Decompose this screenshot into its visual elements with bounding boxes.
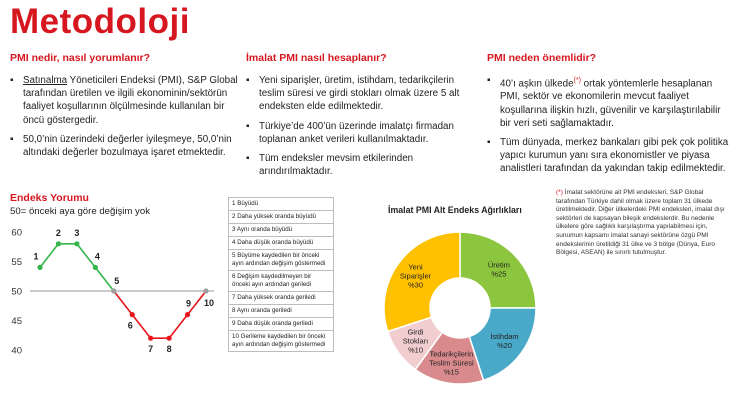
y-tick-label: 50 [11, 286, 22, 298]
legend-number: 3 [232, 226, 236, 233]
legend-text: Gerileme kaydedilen bir önceki ayın ardından değişim göstermedi [232, 333, 326, 348]
column-heading: İmalat PMI nasıl hesaplanır? [246, 52, 387, 64]
subindex-pie-chart [370, 218, 550, 398]
index-legend-table [228, 197, 334, 352]
pmi-calculation-column [246, 52, 478, 184]
legend-cell [229, 224, 334, 237]
pie-slice-value: %30 [407, 280, 424, 290]
data-point [56, 241, 61, 246]
y-tick-label: 60 [11, 227, 22, 239]
line-segment [132, 315, 150, 339]
legend-number: 7 [232, 294, 236, 301]
legend-number: 10 [232, 333, 239, 340]
pie-slice-name-line: İstihdam [490, 331, 519, 341]
legend-row [229, 250, 334, 271]
index-section-title: Endeks Yorumu [10, 192, 89, 204]
legend-row [229, 292, 334, 305]
bullet-text: Yeni siparişler, üretim, istihdam, tedarikçilerin teslim süresi ve girdi stokları olmak üzere 5 alt endeksten elde edilmektedir. [259, 75, 460, 113]
bullet-item [10, 74, 245, 127]
column-heading: PMI nedir, nasıl yorumlanır? [10, 52, 151, 64]
pie-slice-name-line: Tedarikçilerin [429, 349, 474, 359]
legend-row [229, 211, 334, 224]
pie-slice-name [488, 261, 510, 270]
bullet-text: Yöneticileri Endeksi (PMI), S&P Global tarafından üretilen ve ilgili ekonominin/sektörün faaliyet koşullarının ölçülmesinde kullanılan bir öncü göstergedir. [23, 75, 238, 126]
bullet-text: Türkiye’de 400’ün üzerinde imalatçı firmadan toplanan anket verileri kullanılmaktadır. [259, 120, 454, 145]
data-point-label: 2 [55, 227, 61, 238]
bullet-text: Tüm endeksler mevsim etkilerinden arındırılmaktadır. [259, 153, 414, 178]
legend-row [229, 271, 334, 292]
legend-cell [229, 250, 334, 271]
bullet-item [246, 74, 478, 114]
data-point-label: 7 [148, 344, 154, 355]
legend-cell [229, 318, 334, 331]
legend-cell [229, 198, 334, 211]
data-point [148, 336, 153, 341]
pie-slice-value: %10 [407, 345, 424, 355]
pie-slice-name-line: Üretim [487, 260, 510, 270]
footnote [556, 189, 734, 258]
legend-text: Büyüme kaydedilen bir önceki ayın ardından değişim göstermedi [232, 252, 326, 267]
data-point [111, 288, 116, 293]
index-line-chart [0, 224, 220, 400]
legend-number: 5 [232, 252, 236, 259]
data-point [185, 312, 190, 317]
line-segment [40, 244, 58, 268]
legend-number: 1 [232, 200, 236, 207]
data-point [203, 288, 208, 293]
column-heading: PMI neden önemlidir? [487, 52, 597, 64]
legend-cell [229, 237, 334, 250]
legend-text: Daha yüksek oranda geriledi [237, 294, 316, 301]
data-point [167, 336, 172, 341]
legend-number: 8 [232, 307, 236, 314]
pie-slice-name-line: Teslim Süresi [429, 358, 474, 368]
footnote-marker: (*) [556, 189, 563, 196]
pie-slice-name-line: Siparişler [399, 271, 432, 281]
bullet-item [246, 152, 478, 178]
underlined-word: Satınalma [23, 75, 68, 86]
bullet-item [246, 120, 478, 146]
data-point-label: 1 [33, 251, 39, 262]
legend-cell [229, 211, 334, 224]
data-point-label: 6 [127, 320, 133, 331]
legend-row [229, 318, 334, 331]
data-point-label: 4 [94, 251, 100, 262]
legend-text: Daha düşük oranda büyüdü [237, 239, 314, 246]
legend-row [229, 237, 334, 250]
pie-slice-name-line: Stokları [402, 336, 429, 346]
y-tick-label: 55 [11, 257, 22, 268]
pie-slice-value: %25 [491, 269, 507, 279]
index-section-subtitle: 50= önceki aya göre değişim yok [10, 206, 150, 217]
pie-slice-value: %15 [443, 367, 459, 377]
data-point-label: 5 [114, 276, 120, 286]
data-point-label: 8 [166, 344, 172, 355]
legend-row [229, 198, 334, 211]
pmi-definition-column [10, 52, 245, 165]
legend-row [229, 224, 334, 237]
legend-cell [229, 331, 334, 352]
pie-chart-title: İmalat PMI Alt Endeks Ağırlıkları [388, 205, 522, 215]
legend-number: 4 [232, 239, 236, 246]
data-point-label: 3 [74, 227, 80, 238]
legend-text: Aynı oranda geriledi [236, 307, 292, 314]
legend-text: Değişim kaydedilmeyen bir önceki ayın ardından geriledi [232, 273, 312, 288]
legend-cell [229, 292, 334, 305]
legend-text: Daha düşük oranda geriledi [237, 320, 313, 327]
pie-slice-name-line: Girdi [407, 327, 424, 337]
bullet-item [10, 133, 245, 159]
line-segment [114, 291, 132, 315]
bullet-item [487, 136, 730, 176]
footnote-text: İmalat sektörüne ait PMI endeksleri, S&P Global tarafından Türkiye dahil olmak üzere toplam 31 ülkede üretilmektedir. Diğer ülkelerdeki PMI endeksleri, imalat dışı sektörleri de kapsayan bileşik endekslerdir. Bu nedenle ülkelere göre sağlıklı karşılaştırma yapılabilmesi için, sunumun kapsamı imalat sanayi sektörüne özgü PMI endekslerinin üretildiği 31 ülke ve 3 bölge (Dünya, Euro Bölgesi, ASEAN) ile sınırlı tutulmuştur. [556, 189, 725, 257]
legend-cell [229, 271, 334, 292]
legend-cell [229, 305, 334, 318]
legend-number: 2 [232, 213, 236, 220]
line-segment [77, 244, 95, 268]
bullet-text-pre: 40’ı aşkın ülkede [500, 78, 574, 90]
data-point [93, 265, 98, 270]
legend-number: 9 [232, 320, 236, 327]
page-title: Metodoloji [10, 2, 190, 41]
y-tick-label: 45 [11, 316, 22, 327]
pie-slice-name [490, 332, 518, 341]
pie-slice-name [429, 349, 474, 367]
legend-row [229, 331, 334, 352]
legend-text: Büyüdü [237, 200, 259, 207]
bullet-text: ortak yöntemlerle hesaplanan PMI, sektör ve ekonomilerin mevcut faaliyet koşullarına ilişkin hızlı, güvenilir ve karşılaştırılabilir bir veri seti sağlamaktadır. [500, 78, 721, 129]
pie-slice-value: %20 [496, 340, 513, 350]
data-point [130, 312, 135, 317]
bullet-item [487, 74, 730, 130]
legend-text: Aynı oranda büyüdü [236, 226, 293, 233]
y-tick-label: 40 [11, 345, 22, 357]
footnote-marker: (*) [573, 77, 581, 84]
data-point-label: 9 [186, 298, 192, 309]
pie-slice-name-line: Yeni [408, 262, 423, 272]
data-point-label: 10 [203, 298, 215, 308]
data-point [37, 265, 42, 270]
pmi-importance-column [487, 52, 730, 182]
bullet-text: Tüm dünyada, merkez bankaları gibi pek çok politika yapıcı kurumun yanı sıra ekonomistler ve piyasa analistleri tarafından da yakından takip edilmektedir. [500, 137, 729, 175]
legend-text: Daha yüksek oranda büyüdü [237, 213, 316, 220]
legend-row [229, 305, 334, 318]
data-point [74, 241, 79, 246]
bullet-text: 50,0’nin üzerindeki değerler iyileşmeye, 50,0’nin altındaki değerler bozulmaya işaret etmektedir. [23, 133, 232, 159]
line-segment [95, 267, 113, 291]
line-segment [169, 315, 187, 339]
legend-number: 6 [232, 273, 236, 280]
